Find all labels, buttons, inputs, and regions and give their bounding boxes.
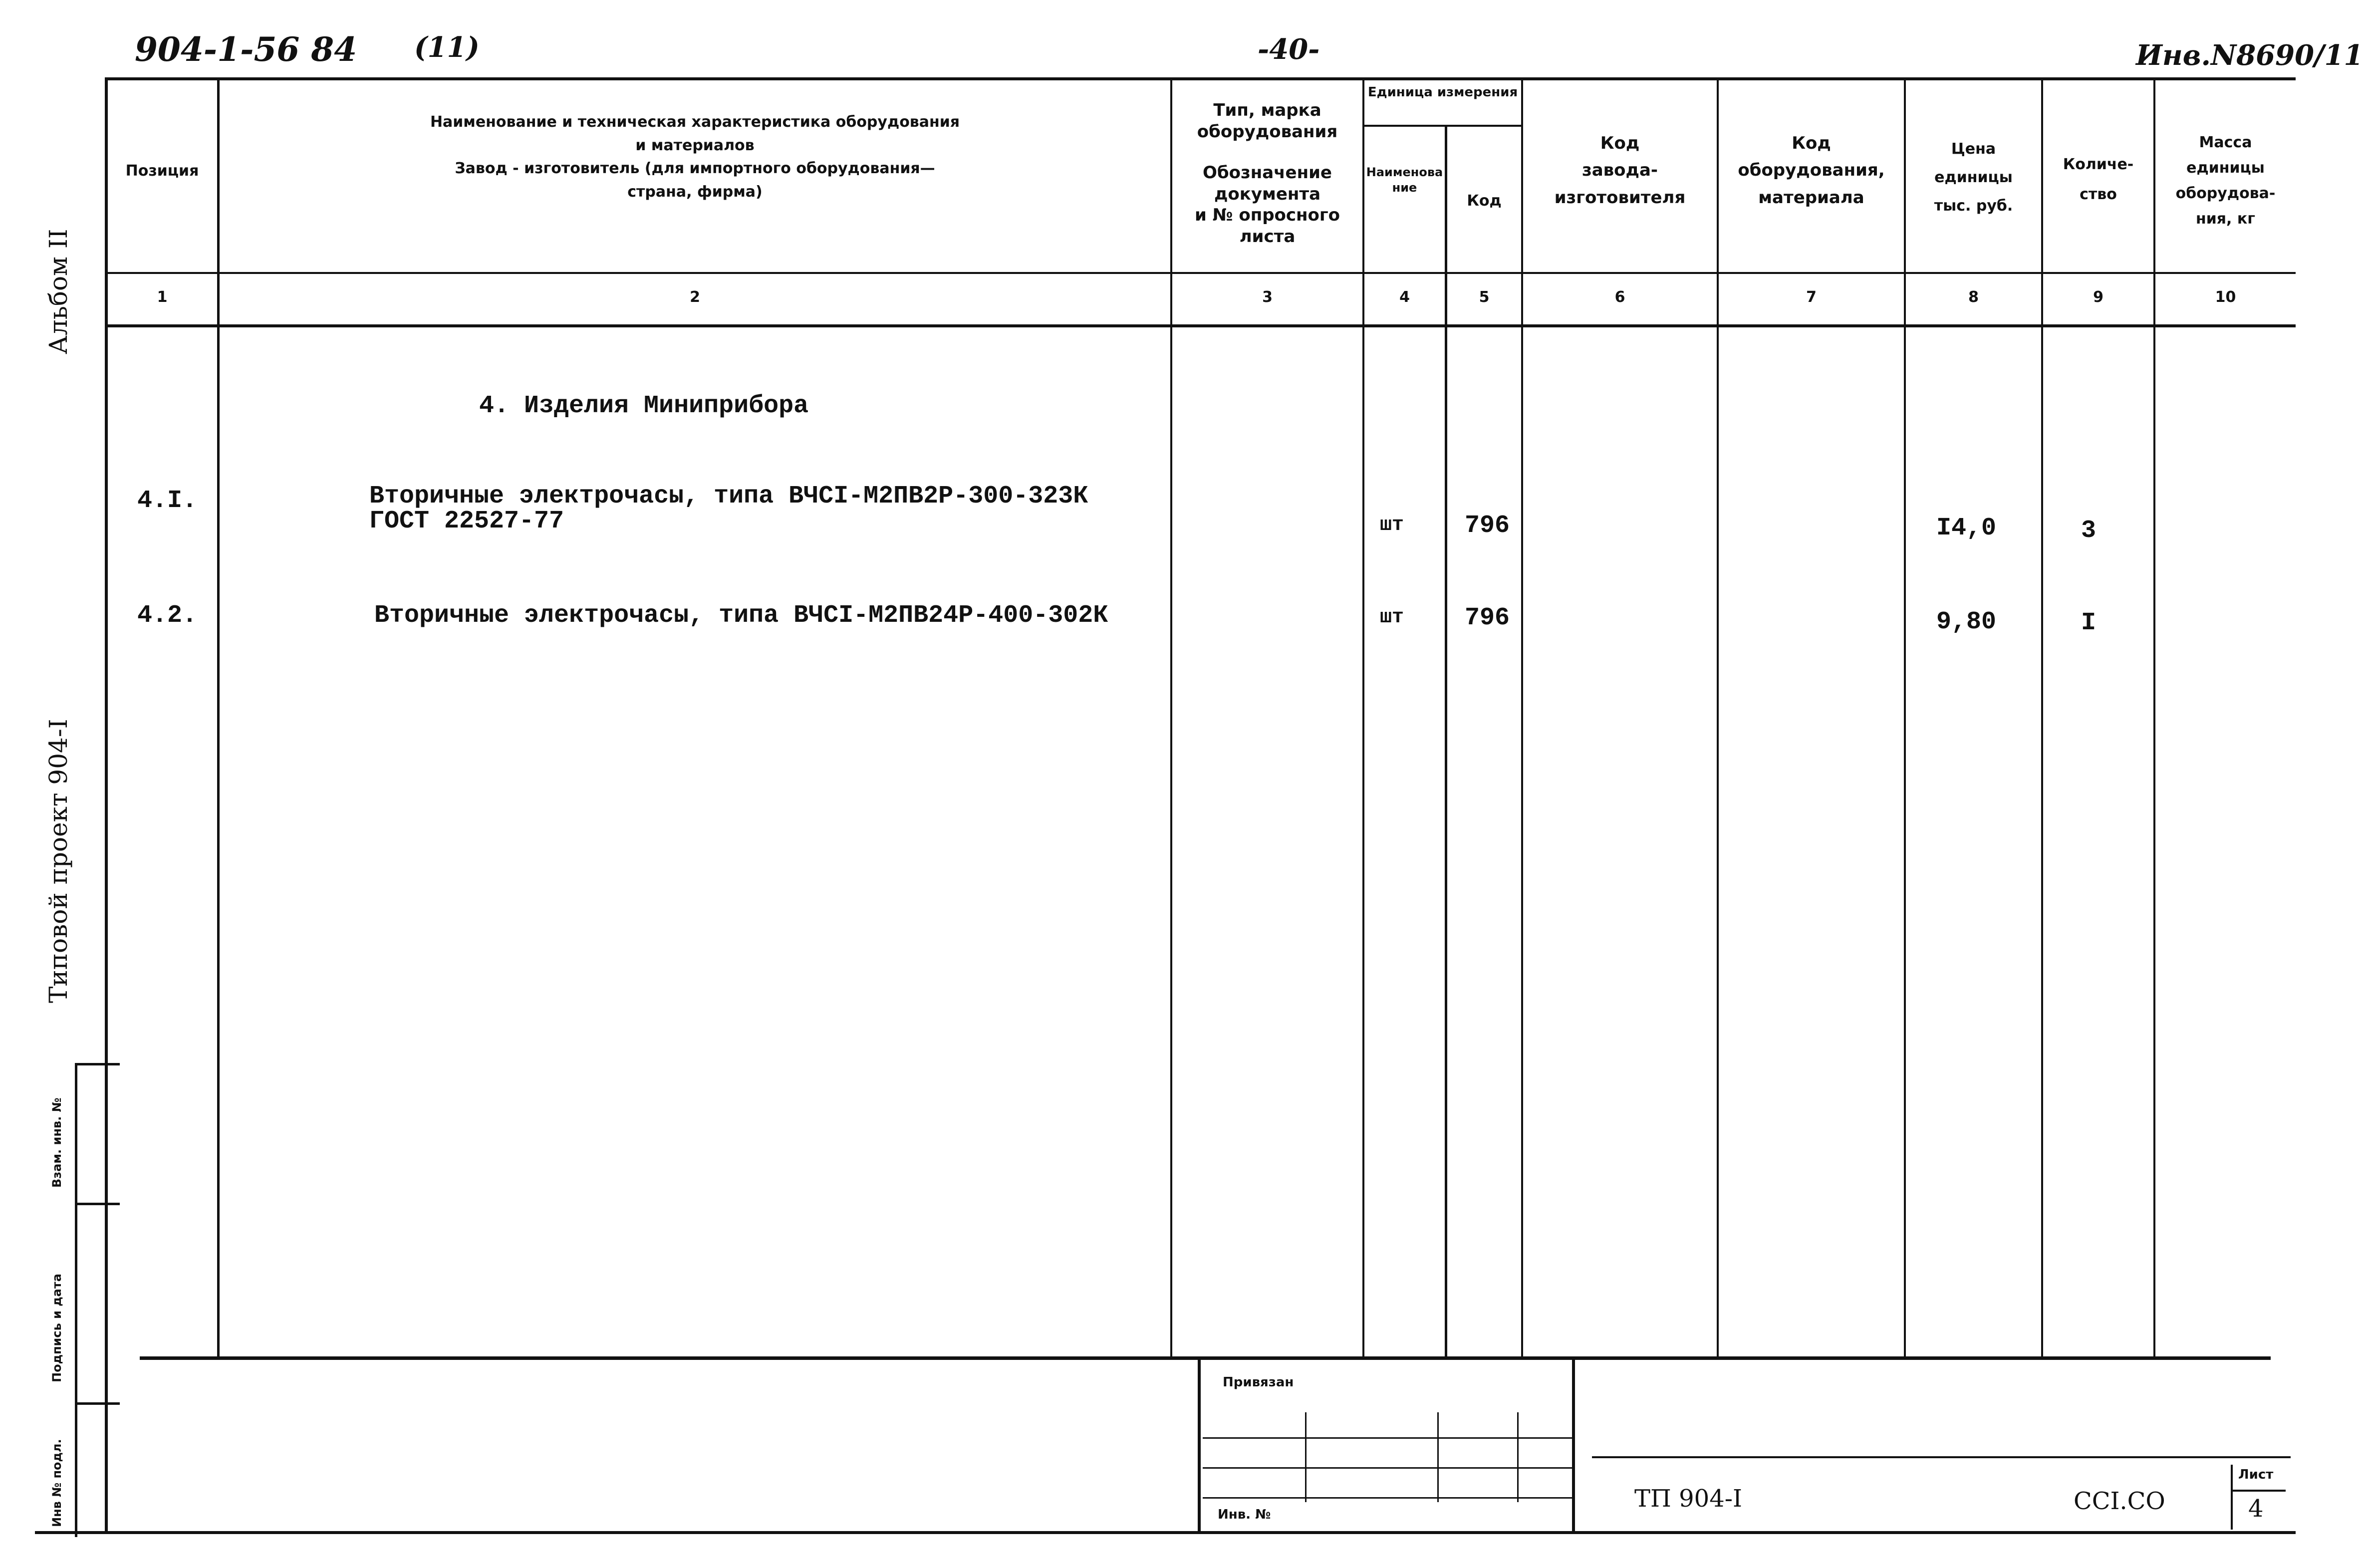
header-equip-l3: материала [1758, 187, 1864, 208]
sheet-label: Лист [2238, 1467, 2274, 1482]
col-line [217, 77, 220, 1357]
row-qty: 3 [2081, 517, 2097, 545]
header-type-l6: листа [1239, 226, 1296, 247]
footer-code: ССI.СО [2074, 1487, 2165, 1515]
header-bottom-line [105, 324, 2296, 327]
footer-line [2231, 1490, 2286, 1492]
row-standard: ГОСТ 22527-77 [369, 507, 564, 535]
header-name-l4: страна, фирма) [627, 183, 763, 201]
footer-project: ТП 904-I [1634, 1485, 1742, 1513]
header-price-l3: тыс. руб. [1934, 197, 2013, 215]
footer-line [2231, 1465, 2233, 1530]
header-unit: Единица измерения [1367, 85, 1518, 100]
header-type-l5: и № опросного [1194, 205, 1340, 225]
page-number: -40- [1258, 33, 1320, 66]
header-mass-l3: оборудова- [2175, 185, 2276, 202]
unit-split-line [1362, 125, 1521, 127]
col-line [1170, 77, 1172, 1357]
header-price-l1: Цена [1951, 140, 1996, 158]
row-position: 4.2. [137, 601, 198, 630]
privyazan-label: Привязан [1223, 1375, 1294, 1390]
header-mass-l4: ния, кг [2196, 210, 2255, 228]
header-name-l3: Завод - изготовитель (для импортного оборудования— [455, 160, 935, 177]
header-mass-l1: Масса [2199, 134, 2252, 151]
col-line [1445, 125, 1447, 1357]
stamp-vzam: Взам. инв. № [50, 1097, 64, 1188]
sheet-number: 4 [2248, 1495, 2264, 1523]
col-number: 8 [1968, 288, 1979, 306]
header-factory-l1: Код [1600, 133, 1640, 153]
inventory-number: Инв.N8690/11 [2136, 39, 2363, 72]
header-price-l2: единицы [1934, 169, 2013, 186]
header-position: Позиция [125, 162, 199, 180]
col-line [2153, 77, 2155, 1357]
row-unit: шт [1380, 514, 1404, 536]
col-number: 6 [1614, 288, 1625, 306]
header-qty-l2: ство [2080, 186, 2117, 203]
header-name-l1: Наименование и техническая характеристика оборудования [430, 113, 960, 131]
col-number: 1 [157, 288, 168, 306]
stamp-line [75, 1203, 120, 1205]
col-line [1521, 77, 1523, 1357]
row-qty: I [2081, 609, 2097, 637]
row-code: 796 [1465, 512, 1510, 540]
col-number: 9 [2093, 288, 2103, 306]
section-title: 4. Изделия Миниприбора [479, 392, 809, 420]
header-equip-l1: Код [1792, 133, 1831, 153]
stamp-line [75, 1402, 120, 1405]
footer-line [1305, 1412, 1307, 1502]
stamp-inv: Инв № подл. [50, 1439, 64, 1527]
frame-top [105, 77, 2296, 80]
col-line [1904, 77, 1906, 1357]
album-label: Альбом II [44, 229, 73, 354]
header-qty-l1: Количе- [2063, 156, 2134, 173]
col-number: 10 [2215, 288, 2236, 306]
stamp-line [75, 1063, 120, 1065]
project-label: Типовой проект 904-I [44, 719, 73, 1003]
row-name: Вторичные электрочасы, типа ВЧСI-М2ПВ24Р-400-302К [374, 601, 1108, 630]
doc-code: 904-1-56 84 [135, 30, 357, 69]
header-equip-l2: оборудования, [1738, 160, 1885, 181]
col-number: 2 [690, 288, 700, 306]
header-type-l4: документа [1214, 184, 1321, 204]
header-type-l2: оборудования [1197, 121, 1338, 142]
inv-no-label: Инв. № [1218, 1507, 1271, 1522]
footer-line [1517, 1412, 1519, 1502]
header-unit-code: Код [1467, 192, 1502, 210]
header-name-l2: и материалов [635, 136, 755, 154]
col-number: 7 [1806, 288, 1817, 306]
row-unit: шт [1380, 606, 1404, 629]
stamp-border [75, 1063, 77, 1537]
footer-line [1198, 1356, 1201, 1531]
row-name: Вторичные электрочасы, типа ВЧСI-М2ПВ2Р-300-323К [369, 482, 1088, 511]
col-number: 3 [1262, 288, 1273, 306]
row-price: 9,80 [1936, 608, 1997, 636]
row-position: 4.I. [137, 487, 198, 515]
footer-line [1203, 1437, 1572, 1439]
row-code: 796 [1465, 604, 1510, 632]
header-type-l3: Обозначение [1203, 163, 1332, 183]
col-line [1717, 77, 1719, 1357]
row-price: I4,0 [1936, 514, 1997, 542]
col-number: 5 [1479, 288, 1490, 306]
col-line [2041, 77, 2043, 1357]
album-number: (11) [414, 31, 480, 64]
footer-line [1203, 1497, 1572, 1499]
header-unit-name: Наименование [1366, 165, 1443, 195]
stamp-podpis: Подпись и дата [50, 1274, 64, 1382]
footer-line [1592, 1456, 2291, 1458]
frame-bottom [35, 1531, 2296, 1534]
footer-line [1572, 1356, 1575, 1531]
header-line [105, 272, 2296, 274]
footer-line [1203, 1467, 1572, 1469]
col-number: 4 [1399, 288, 1410, 306]
header-factory-l2: завода- [1581, 160, 1658, 181]
footer-top-line [140, 1356, 2271, 1360]
header-type-l1: Тип, марка [1213, 100, 1321, 120]
col-line [1362, 77, 1364, 1357]
footer-line [1437, 1412, 1439, 1502]
header-factory-l3: изготовителя [1554, 187, 1686, 208]
header-mass-l2: единицы [2186, 159, 2265, 177]
